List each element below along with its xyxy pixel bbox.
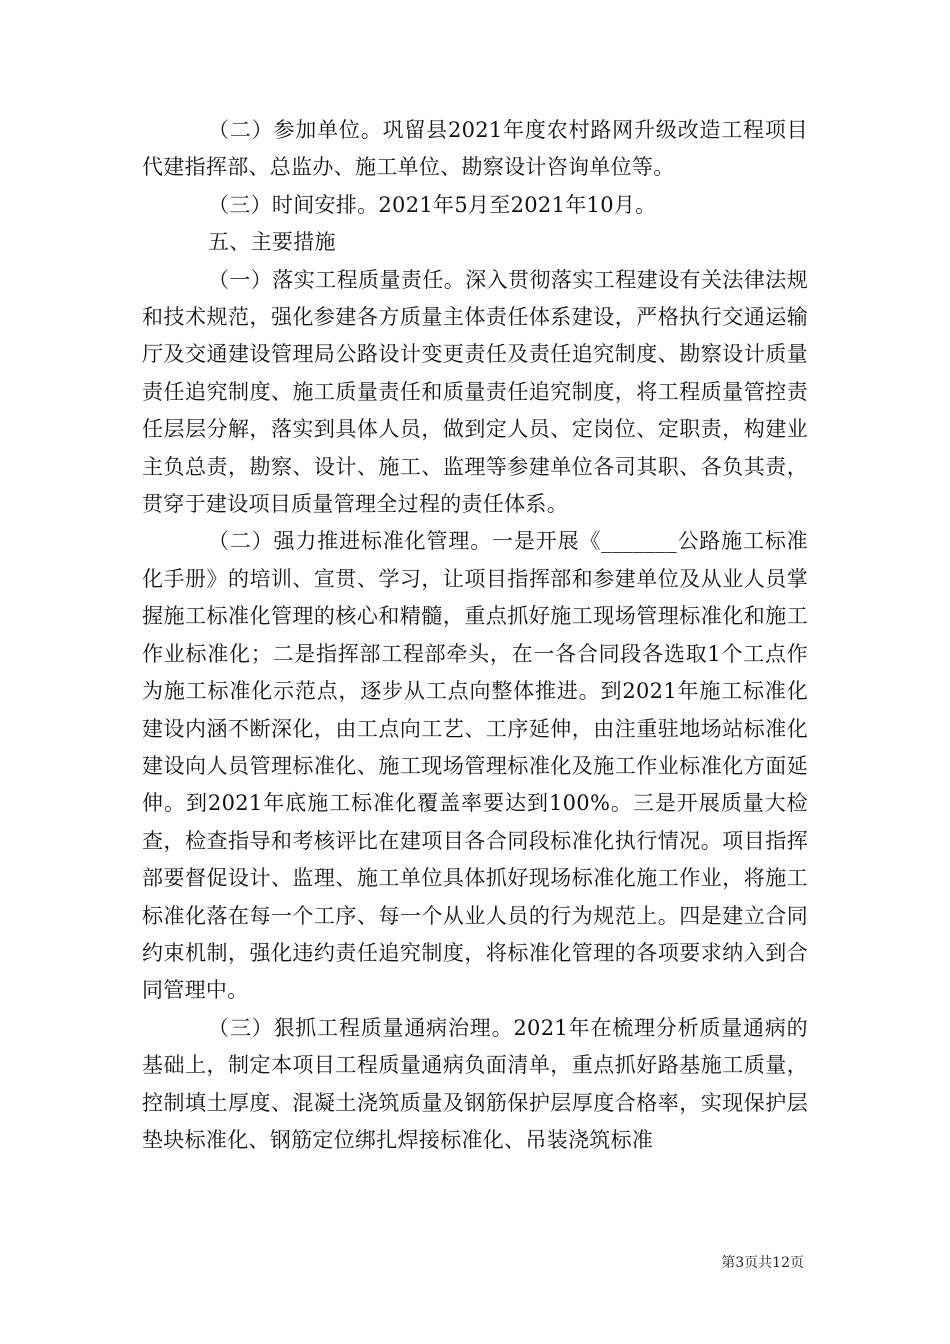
paragraph-schedule: （三）时间安排。2021年5月至2021年10月。 — [208, 192, 657, 217]
section-heading-measures: 五、主要措施 — [208, 230, 336, 255]
document-body — [142, 112, 808, 1159]
paragraph-standardization: （二）强力推进标准化管理。一是开展《_______公路施工标准化手册》的培训、宣贯、学习，让项目指挥部和参建单位及从业人员掌握施工标准化管理的核心和精髓，重点抓好施工现场管理标准化和施工作业标准化；二是指挥部工程部牵头，在一各合同段各选取1个工点作为施工标准化示范点，逐步从工点向整体推进。到2021年施工标准化建设内涵不断深化，由工点向工艺、工序延伸，由注重驻地场站标准化建设向人员管理标准化、施工现场管理标准化及施工作业标准化方面延伸。到2021年底施工标准化覆盖率要达到100%。三是开展质量大检查，检查指导和考核评比在建项目各合同段标准化执行情况。项目指挥部要督促设计、监理、施工单位具体抓好现场标准化施工作业，将施工标准化落在每一个工序、每一个从业人员的行为规范上。四是建立合同约束机制，强化违约责任追究制度，将标准化管理的各项要求纳入到合同管理中。 — [142, 529, 808, 1003]
paragraph-common-defects: （三）狠抓工程质量通病治理。2021年在梳理分析质量通病的基础上，制定本项目工程质量通病负面清单，重点抓好路基施工质量，控制填土厚度、混凝土浇筑质量及钢筋保护层厚度合格率，实现保护层垫块标准化、钢筋定位绑扎焊接标准化、吊装浇筑标准 — [142, 1015, 808, 1152]
page-number-footer: 第3页共12页 — [721, 1255, 804, 1271]
paragraph-quality-responsibility: （一）落实工程质量责任。深入贯彻落实工程建设有关法律法规和技术规范，强化参建各方质量主体责任体系建设，严格执行交通运输厅及交通建设管理局公路设计变更责任及责任追究制度、勘察设计质量责任追究制度、施工质量责任和质量责任追究制度，将工程质量管控责任层层分解，落实到具体人员，做到定人员、定岗位、定职责，构建业主负总责，勘察、设计、施工、监理等参建单位各司其职、各负其责，贯穿于建设项目质量管理全过程的责任体系。 — [142, 267, 808, 517]
paragraph-participants: （二）参加单位。巩留县2021年度农村路网升级改造工程项目代建指挥部、总监办、施工单位、勘察设计咨询单位等。 — [142, 118, 808, 180]
